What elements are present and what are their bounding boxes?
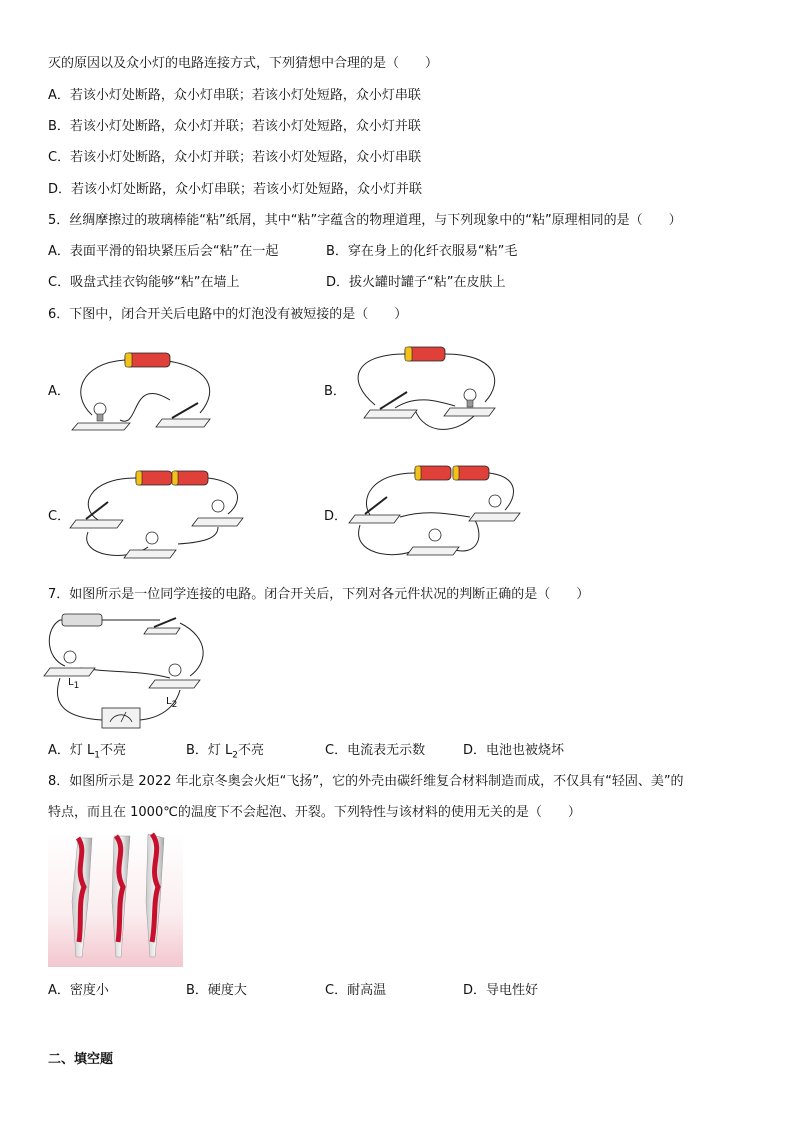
bulb-icon: [489, 495, 501, 507]
q8-option-a[interactable]: A．密度小: [48, 983, 109, 998]
q7-l1-label: $L_1$: [68, 677, 80, 691]
q6-label-c[interactable]: C．: [48, 509, 71, 524]
q6-label-b[interactable]: B．: [324, 384, 346, 399]
q5-option-b[interactable]: B．穿在身上的化纤衣服易“粘”毛: [326, 244, 518, 259]
q8-option-c[interactable]: C．耐高温: [325, 983, 387, 998]
q5-option-a[interactable]: A．表面平滑的铅块紧压后会“粘”在一起: [48, 244, 279, 259]
bulb-icon: [169, 664, 181, 676]
q7-stem: 7．如图所示是一位同学连接的电路。闭合开关后，下列对各元件状况的判断正确的是（ ）: [48, 587, 590, 602]
q7-option-b[interactable]: B．灯 $L_2$不亮: [186, 743, 265, 761]
q6-label-a[interactable]: A．: [48, 384, 70, 399]
q5-option-d[interactable]: D．拔火罐时罐子“粘”在皮肤上: [326, 275, 506, 290]
q7-circuit-figure: [40, 608, 210, 738]
q5-option-c[interactable]: C．吸盘式挂衣钩能够“粘”在墙上: [48, 275, 240, 290]
ammeter-icon: [102, 708, 140, 728]
q5-stem: 5．丝绸摩擦过的玻璃棒能“粘”纸屑，其中“粘”字蕴含的物理道理，与下列现象中的“粘”原理相同的是（ ）: [48, 213, 682, 228]
q4-stem: 灭的原因以及众小灯的电路连接方式，下列猜想中合理的是（ ）: [48, 56, 439, 71]
q4-option-c[interactable]: C．若该小灯处断路，众小灯并联；若该小灯处短路，众小灯串联: [48, 150, 422, 165]
q6-stem: 6．下图中，闭合开关后电路中的灯泡没有被短接的是（ ）: [48, 307, 408, 322]
q4-option-a[interactable]: A．若该小灯处断路，众小灯串联；若该小灯处短路，众小灯串联: [48, 88, 421, 103]
q7-option-d[interactable]: D．电池也被烧坏: [463, 743, 565, 758]
switch-icon: [380, 392, 407, 409]
q7-option-c[interactable]: C．电流表无示数: [325, 743, 426, 758]
q8-option-b[interactable]: B．硬度大: [186, 983, 247, 998]
q4-option-d[interactable]: D．若该小灯处断路，众小灯串联；若该小灯处短路，众小灯并联: [48, 182, 423, 197]
torch-photo: [48, 832, 183, 967]
q6-figure-c: [68, 462, 248, 562]
battery-icon: [62, 614, 102, 626]
section-heading: 二、填空题: [48, 1052, 114, 1067]
bulb-icon: [429, 529, 441, 541]
bulb-icon: [212, 500, 224, 512]
q8-stem-line2: 特点，而且在 1000℃的温度下不会起泡、开裂。下列特性与该材料的使用无关的是（ ）: [48, 805, 581, 820]
bulb-icon: [146, 532, 158, 544]
bulb-icon: [64, 651, 76, 663]
q6-label-d[interactable]: D．: [324, 509, 348, 524]
switch-icon: [154, 618, 176, 627]
q6-figure-a: [70, 345, 220, 435]
bulb-icon: [94, 403, 106, 415]
q7-option-a[interactable]: A．灯 $L_1$不亮: [48, 743, 127, 761]
q6-figure-b: [345, 340, 505, 438]
q8-stem-line1: 8．如图所示是 2022 年北京冬奥会火炬“飞扬”，它的外壳由碳纤维复合材料制造而成，不仅具有“轻固、美”的: [48, 774, 684, 789]
bulb-icon: [464, 389, 476, 401]
q4-option-b[interactable]: B．若该小灯处断路，众小灯并联；若该小灯处短路，众小灯并联: [48, 119, 421, 134]
switch-icon: [172, 403, 198, 418]
switch-icon: [365, 497, 387, 514]
q6-figure-d: [345, 455, 525, 567]
q8-option-d[interactable]: D．导电性好: [463, 983, 539, 998]
q7-l2-label: $L_2$: [166, 696, 178, 710]
